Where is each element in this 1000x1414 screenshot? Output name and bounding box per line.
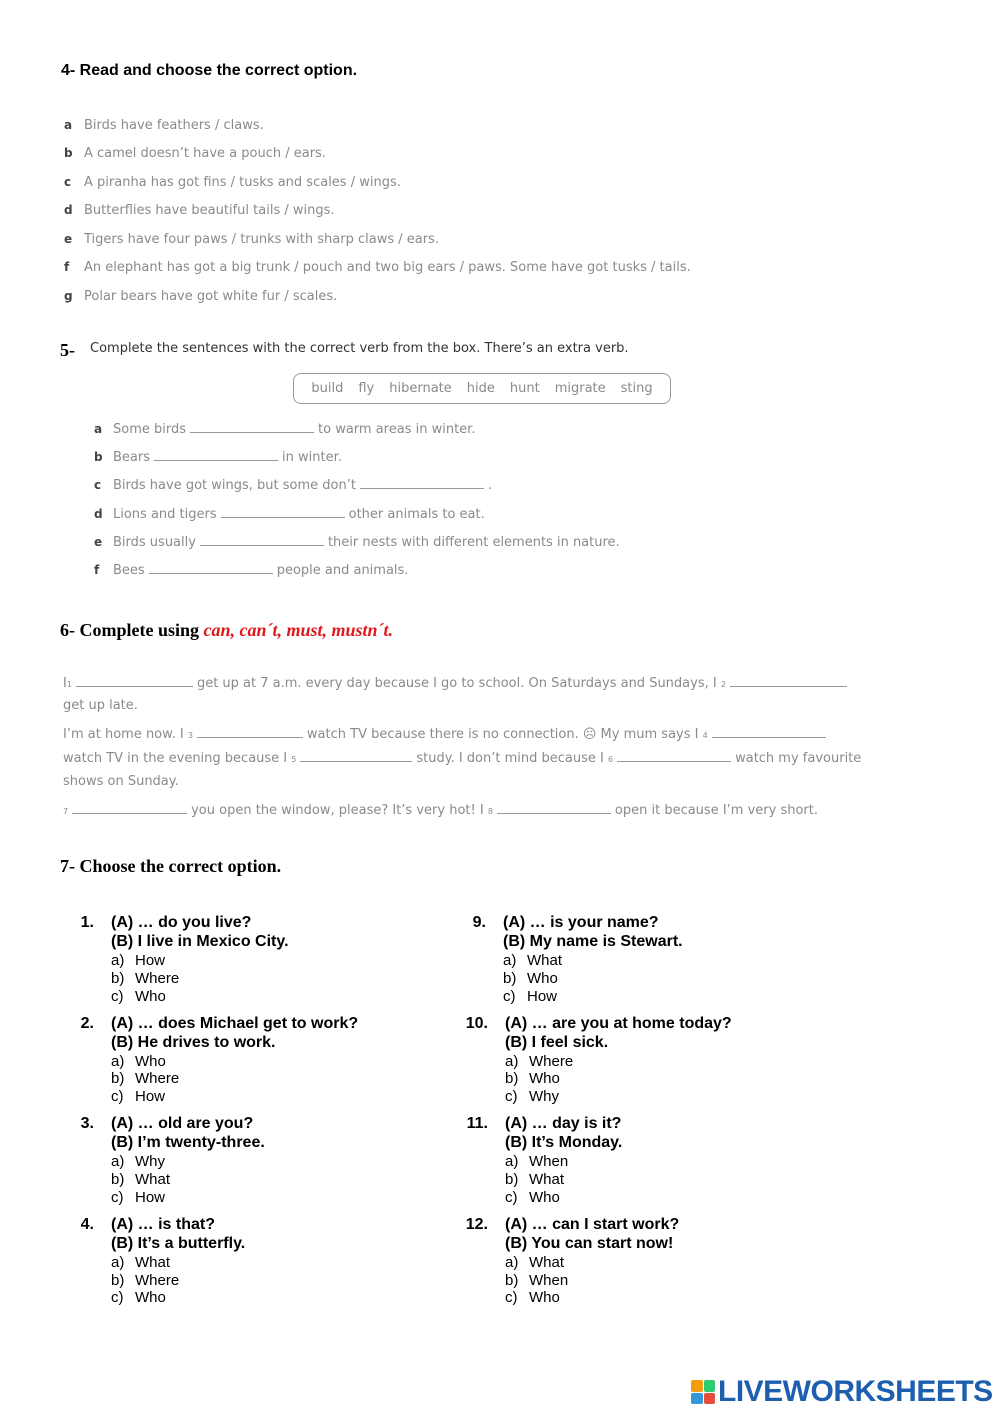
- answer-blank[interactable]: [360, 477, 484, 489]
- answer-blank[interactable]: [300, 750, 412, 762]
- option[interactable]: a) How: [111, 952, 166, 969]
- section-4-item: b A camel doesn’t have a pouch / ears.: [64, 146, 326, 161]
- option[interactable]: c) Who: [505, 1289, 560, 1306]
- option[interactable]: b) When: [505, 1272, 569, 1289]
- option[interactable]: c) Who: [111, 1289, 166, 1306]
- liveworksheets-logo[interactable]: [691, 1375, 993, 1409]
- option[interactable]: c) How: [503, 988, 558, 1005]
- answer-blank[interactable]: [76, 675, 193, 687]
- text-line: watch TV in the evening because I 5 study. I don’t mind because I 6 watch my favourite: [63, 751, 862, 766]
- section-4-item: d Butterflies have beautiful tails / wings.: [64, 203, 335, 218]
- option[interactable]: a) Where: [505, 1053, 574, 1070]
- section-4-item: f An elephant has got a big trunk / pouch and two big ears / paws. Some have got tusks / tails.: [64, 260, 691, 275]
- option[interactable]: a) What: [111, 1254, 171, 1271]
- text-line: I 1 get up at 7 a.m. every day because I go to school. On Saturdays and Sundays, I 2: [63, 675, 851, 691]
- verb: hide: [466, 381, 495, 396]
- option[interactable]: b) Who: [503, 970, 558, 987]
- answer-blank[interactable]: [221, 506, 345, 518]
- section-4-item: c A piranha has got fins / tusks and scales / wings.: [64, 175, 401, 190]
- text-line: I’m at home now. I 3 watch TV because there is no connection. ☹ My mum says I 4: [63, 726, 830, 742]
- answer-blank[interactable]: [190, 421, 314, 433]
- option[interactable]: a) When: [505, 1153, 569, 1170]
- section-5-title: Complete the sentences with the correct verb from the box. There’s an extra verb.: [90, 341, 629, 356]
- section-5-item: e Birds usually their nests with different elements in nature.: [94, 535, 620, 550]
- answer-blank[interactable]: [197, 726, 303, 738]
- section-6-title: 6- Complete using can, can´t, must, mustn´t.: [60, 620, 394, 640]
- section-5-item: f Bees people and animals.: [94, 563, 409, 578]
- option[interactable]: c) Why: [505, 1088, 559, 1105]
- text-line: get up late.: [63, 698, 138, 713]
- option[interactable]: b) Where: [111, 1070, 180, 1087]
- answer-blank[interactable]: [154, 449, 278, 461]
- modal-verbs: can, can´t, must, mustn´t.: [203, 620, 394, 640]
- section-5-item: c Birds have got wings, but some don’t .: [94, 478, 493, 493]
- answer-blank[interactable]: [712, 726, 826, 738]
- section-5-item: d Lions and tigers other animals to eat.: [94, 507, 485, 522]
- verb: build: [311, 381, 344, 396]
- answer-blank[interactable]: [200, 534, 324, 546]
- verb: hibernate: [389, 381, 452, 396]
- section-5-item: b Bears in winter.: [94, 450, 342, 465]
- logo-icon: [691, 1380, 715, 1404]
- option[interactable]: b) Who: [505, 1070, 560, 1087]
- option[interactable]: b) What: [111, 1171, 171, 1188]
- verb: hunt: [509, 381, 540, 396]
- section-4-item: g Polar bears have got white fur / scales.: [64, 289, 338, 304]
- answer-blank[interactable]: [497, 802, 611, 814]
- option[interactable]: a) What: [505, 1254, 565, 1271]
- section-4-item: e Tigers have four paws / trunks with sharp claws / ears.: [64, 232, 439, 247]
- section-4-title: 4- Read and choose the correct option.: [61, 62, 358, 79]
- answer-blank[interactable]: [72, 802, 187, 814]
- text-line: 7 you open the window, please? It’s very hot! I 8 open it because I’m very short.: [63, 803, 818, 818]
- option[interactable]: a) Why: [111, 1153, 165, 1170]
- verb: sting: [620, 381, 653, 396]
- option[interactable]: c) Who: [505, 1189, 560, 1206]
- option[interactable]: b) Where: [111, 970, 180, 987]
- option[interactable]: c) How: [111, 1189, 166, 1206]
- section-5-number: 5-: [60, 340, 75, 360]
- option[interactable]: c) Who: [111, 988, 166, 1005]
- logo-text: LIVEWORKSHEETS: [718, 1375, 993, 1408]
- answer-blank[interactable]: [149, 562, 273, 574]
- verb: fly: [358, 381, 375, 396]
- section-4-item: a Birds have feathers / claws.: [64, 118, 264, 133]
- answer-blank[interactable]: [730, 675, 847, 687]
- option[interactable]: a) What: [503, 952, 563, 969]
- option[interactable]: b) What: [505, 1171, 565, 1188]
- section-5-item: a Some birds to warm areas in winter.: [94, 422, 476, 437]
- verb-box: [293, 373, 671, 404]
- option[interactable]: c) How: [111, 1088, 166, 1105]
- text-line: shows on Sunday.: [63, 774, 179, 789]
- verb: migrate: [554, 381, 606, 396]
- option[interactable]: a) Who: [111, 1053, 166, 1070]
- answer-blank[interactable]: [617, 750, 731, 762]
- option[interactable]: b) Where: [111, 1272, 180, 1289]
- section-7-title: 7- Choose the correct option.: [60, 856, 282, 876]
